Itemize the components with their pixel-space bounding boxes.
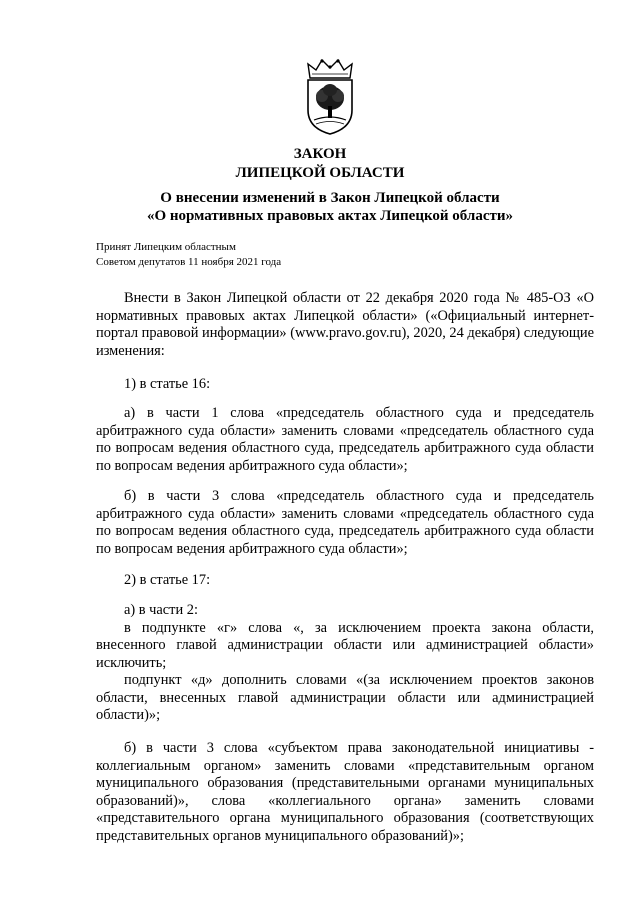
law-subject-line-2: «О нормативных правовых актах Липецкой области» <box>146 208 514 224</box>
adoption-line-1: Принят Липецким областным <box>96 241 236 253</box>
article17-b-block <box>96 740 594 845</box>
region-title: ЛИПЕЦКОЙ ОБЛАСТИ <box>235 165 405 181</box>
article16-heading: 1) в статье 16: <box>124 376 211 392</box>
article16-part-a: а) в части 1 слова «председатель областного суда и председатель арбитражного суда области» заменить словами «председатель областного суда по вопросам ведения областного суда, председатель арбитражного суда области по вопросам ведения арбитражного суда области»; <box>96 405 594 474</box>
intro-paragraph: Внести в Закон Липецкой области от 22 декабря 2020 года № 485-ОЗ «О нормативных правовых актах Липецкой области» («Официальный интернет-портал правовой информации» (www.pravo.gov.ru), 2020, 24 декабря) следующие изменения: <box>96 290 594 359</box>
law-title: ЗАКОН <box>293 146 347 162</box>
article17-part-a-d: подпункт «д» дополнить словами «(за исключением проектов законов области, внесенных главой администрации области или администрацией области)»; <box>96 672 594 723</box>
article16-b-block <box>96 488 594 558</box>
article16-heading-block <box>96 376 594 394</box>
article17-a-block <box>96 602 594 725</box>
adoption-line-2: Советом депутатов 11 ноября 2021 года <box>96 256 282 268</box>
body-intro <box>96 290 594 360</box>
article16-a-block <box>96 405 594 475</box>
coat-of-arms-icon <box>302 58 358 136</box>
article17-heading-block <box>96 572 594 590</box>
article17-part-a-heading: а) в части 2: <box>124 602 198 618</box>
article17-part-b: б) в части 3 слова «субъектом права законодательной инициативы - коллегиальным органом» заменить словами «представительным органом муниципального образования (представительными органами муниципальных образований)», слова «коллегиального органа» заменить словами «представительного органа муниципального образования (соответствующих представительных органов муниципального образований)»; <box>96 740 594 844</box>
article17-part-a-g: в подпункте «г» слова «, за исключением проекта закона области, внесенного главой администрации области или администрацией области» исключить; <box>96 619 594 671</box>
article16-part-b: б) в части 3 слова «председатель областного суда и председатель арбитражного суда области» заменить словами «председатель областного суда по вопросам ведения областного суда, председатель арбитражного суда области по вопросам ведения арбитражного суда области»; <box>96 488 594 557</box>
law-subject-line-1: О внесении изменений в Закон Липецкой области <box>160 190 500 206</box>
article17-heading: 2) в статье 17: <box>124 572 211 588</box>
